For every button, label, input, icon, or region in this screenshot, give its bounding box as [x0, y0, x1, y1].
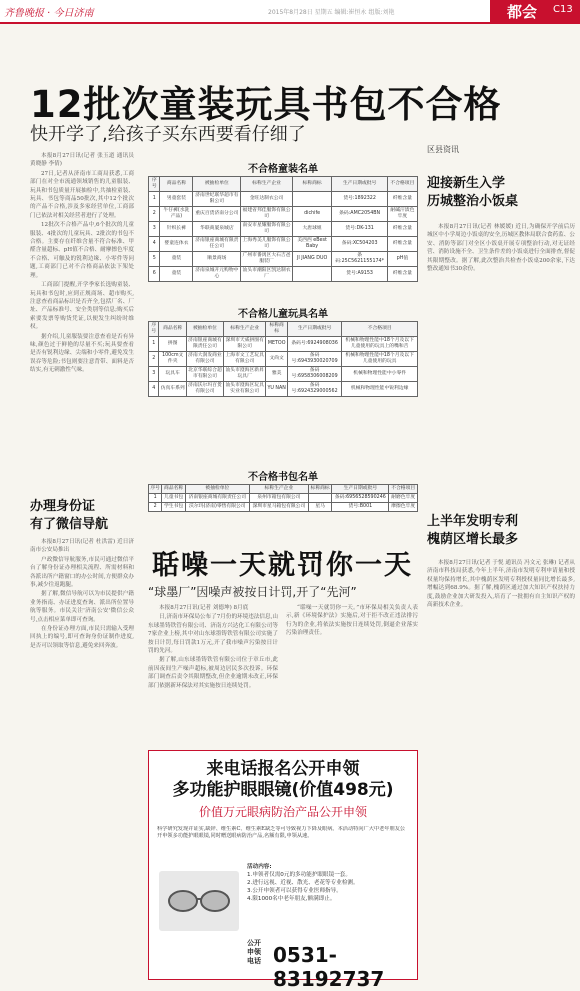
table-row	[149, 337, 418, 352]
ad-phone-number: 0531-83192737	[273, 943, 385, 991]
table-cell: 文尚文	[266, 352, 288, 367]
table-cell: 星马	[308, 503, 331, 512]
table-cell: 条码:6956528590246	[332, 494, 389, 503]
ad-headline-3: 价值万元眼病防治产品公开申领	[198, 805, 367, 819]
table-cell: 玩具车	[159, 367, 186, 382]
table-cell: 美西西 eBest Baby	[292, 237, 332, 252]
right-column	[427, 144, 575, 899]
table-header-row	[149, 177, 418, 192]
issue-meta: 2015年8月28日 星期五 编辑:崔恒永 组版:刘艳	[268, 9, 395, 16]
table-cell	[308, 494, 331, 503]
table-cell: 深圳市天威拼图有限公司	[224, 337, 266, 352]
table-cell: dichife	[292, 207, 332, 222]
heading-line: 槐荫区增长最多	[427, 532, 519, 547]
table-header-row	[149, 485, 418, 494]
table-cell: 北京华联综合超市有限公司	[186, 367, 223, 382]
table-cell: 金旺达制衣公司	[241, 192, 293, 207]
table-cell: 上海市文工艺玩具有限公司	[224, 352, 266, 367]
table-cell: 儿童书包	[162, 494, 185, 503]
table-cell: 汕头市澄海区玩具实业有限公司	[224, 382, 266, 397]
subheadline-2: “球墨厂”因噪声被按日计罚,开了“先河”	[148, 585, 357, 599]
table-cell: 条码:AMC2054BN	[332, 207, 387, 222]
news-body-2	[427, 559, 575, 899]
subheadline: 快开学了,给孩子买东西要看仔细了	[30, 124, 306, 145]
table-row	[149, 237, 418, 252]
table-toys	[148, 321, 418, 397]
table-cell: 济南银座商城有限责任公司	[193, 237, 241, 252]
th: 生产日期或批号	[332, 485, 389, 494]
table-cell: 耐磨色牢度	[389, 494, 418, 503]
table-cell: 1	[149, 192, 160, 207]
table-cell: 大唐球姐	[292, 222, 332, 237]
table-cell: 2	[149, 503, 162, 512]
table-cell: 条码:XC504203	[332, 237, 387, 252]
table-cell: 童装	[160, 252, 193, 267]
ad-headline-1: 来电话报名公开申领	[206, 759, 360, 779]
table-cell: 济南银座商城有限责任公司	[185, 494, 249, 503]
table-cell: 2	[149, 352, 159, 367]
table-row	[149, 192, 418, 207]
byline: 本报8月27日讯(记者 张玉道 通讯员 黄晓静 李倩)	[30, 153, 134, 168]
table-cell: 汕头市澄海区新昇玩具厂	[224, 367, 266, 382]
table-cell: 100cm文件夹	[159, 352, 186, 367]
page-number: C13	[553, 4, 573, 15]
th: 商品名称	[160, 177, 193, 192]
paragraph: 据了解,微信导航可以为市民提供户籍业务指南、办证进度查询、派出所位置导航等服务。市民关注'济南公安'微信公众号,点击相应菜单即可查询。	[30, 591, 134, 623]
table-cell: pH值	[387, 252, 417, 267]
table-cell: 6	[149, 267, 160, 282]
table-cell: 济南沃尔玛百货有限公司	[186, 382, 223, 397]
article-body-2	[30, 538, 134, 976]
paragraph: 据介绍,儿童服装要注意查看是否有异味,颜色过于鲜艳的尽量不买;玩具要查看是否有锐利边缘、尖端和小零件,避免发生误吞等危险;书包则要注意背带、面料是否结实,有无刺激性气味。	[30, 333, 134, 374]
table-cell: 南安市星耀服饰有限公司	[241, 222, 293, 237]
table-row	[149, 367, 418, 382]
table-cell: 机械和物理性能中小零件	[342, 367, 418, 382]
glasses-icon	[159, 871, 239, 931]
table-childrens-clothing	[148, 176, 418, 282]
byline: 本报8月27日讯(记者 刘德坤) 8月底	[159, 605, 249, 611]
paragraph: 27日,记者从济南市工商局获悉,工商部门在对全市流通领域销售的儿童服装、玩具和书包质量开展抽检中,共抽检童装、玩具、书包等商品50批次,其中12个批次的产品不合格,涉及多家经营单位,工商部门已依法对相关经营者进行了处理。	[30, 170, 134, 219]
ad-list-item: 3.公开申领者可以获得专业医师指导。	[247, 888, 342, 894]
paragraph: “聒噪一天就罚你一天。”市环保局相关负责人表示,新《环境保护法》实施后,对于拒不改正违法排污行为的企业,将依法实施按日连续处罚,倒逼企业落实污染治理责任。	[286, 605, 418, 637]
table-row	[149, 503, 418, 512]
table-cell: 纤维含量	[387, 222, 417, 237]
th: 生产日期或批号	[332, 177, 387, 192]
table-schoolbags	[148, 484, 418, 512]
table-cell: 2	[149, 207, 160, 222]
table-cell: 广州市番禺区大石吉爸服装厂	[241, 252, 293, 267]
th: 序号	[149, 322, 159, 337]
ad-activity-box	[247, 863, 407, 903]
table3-body	[149, 494, 418, 512]
news-heading-2	[427, 513, 575, 549]
heading-line: 迎接新生入学	[427, 176, 506, 191]
th: 标称商标	[292, 177, 332, 192]
table-cell: 机械和物理性能中锐利边缘	[342, 382, 418, 397]
paragraph: 工商部门提醒,开学季家长选购童装、玩具和书包时,应到正规商场、超市购买,注意查看商品标识是否齐全,包括厂名、厂址、产品标准号、安全类别等信息;购买后索要发票等购货凭证,以便发生纠纷时维权。	[30, 282, 134, 331]
section-title: 都会	[507, 3, 538, 21]
table-row	[149, 382, 418, 397]
th: 不合格项目	[389, 485, 418, 494]
advertisement	[148, 750, 418, 991]
table-cell: 4	[149, 382, 159, 397]
th: 标称生产企业	[249, 485, 308, 494]
table-row	[149, 222, 418, 237]
sub-heading-id	[30, 498, 108, 534]
table1-body	[149, 192, 418, 282]
table-header-row	[149, 322, 418, 337]
table-cell: 学生书包	[162, 503, 185, 512]
table-cell: 5	[149, 252, 160, 267]
table-cell: 机械和物理性能中18个月及以下儿童使用的玩具	[342, 352, 418, 367]
paragraph: 本报8月27日讯(记者 林媛媛) 近日,为确保开学前后历城区中小学周边小饭桌的安全,历城区教体局联合食药监、公安、消防等部门对全区小饭桌开展专项整治行动,对无证经营、消防设施不全、卫生条件差的小饭桌进行全面排查,督促其限期整改。据了解,此次整治共检查小饭桌200余家,下达整改通知书30余份。	[427, 224, 575, 273]
paragraph: 日,济南市环保局公布了7月份的环境违法信息,山东球墨铸铁管有限公司、济南方兴达化工有限公司等7家企业上榜,其中对山东球墨铸铁管有限公司实施了按日计罚,每日罚款1万元,开了我市噪声污染按日计罚的先河。	[148, 614, 278, 655]
table-row	[149, 207, 418, 222]
table-cell: 条码号:6958306008209	[287, 367, 341, 382]
ad-body: 科学研究发现并证实,缺锌、维生素C、维生素E缺乏等可导致视力下降及眼病。本活动特向广大中老年朋友公开申领多功能护眼眼镜,同时赠送眼病防治产品,名额有限,申领从速。	[157, 826, 406, 840]
th: 被抽检单位	[186, 322, 223, 337]
table-cell: 耐碱汗渍色牢度	[387, 207, 417, 222]
table-cell: 拼图	[159, 337, 186, 352]
paragraph: 在身份证办理方面,市民只需输入受理回执上的编号,即可查询身份证制作进度,是否可以领取等信息,避免来回奔波。	[30, 626, 134, 649]
sub-heading-line2: 有了微信导航	[30, 517, 109, 532]
news-heading-1	[427, 175, 575, 211]
table-cell: 牛仔裤(水洗产品)	[160, 207, 193, 222]
table-cell: 条码号:6943930020709	[287, 352, 341, 367]
headline: 12批次童装玩具书包不合格	[30, 83, 502, 126]
ad-list-item: 4.限1000名中老年朋友,额满即止。	[247, 896, 336, 902]
table1-title: 不合格童装名单	[248, 164, 318, 175]
table-cell: 条码:25C5621155174*	[332, 252, 387, 267]
table-cell	[292, 267, 332, 282]
table2-body	[149, 337, 418, 397]
heading-line: 历城整治小饭桌	[427, 194, 519, 209]
table-cell: 纤维含量	[387, 237, 417, 252]
th: 标称生产企业	[241, 177, 293, 192]
table-cell: 济南银座商城有限责任公司	[186, 337, 223, 352]
table-cell: 华联商厦泉城店	[193, 222, 241, 237]
ad-list-item: 2.进行远视、近视、散光、老花等专业检测。	[247, 880, 359, 886]
sub-heading-line1: 办理身份证	[30, 499, 96, 514]
article-body-1	[30, 152, 134, 482]
table-cell: 上海秀美儿服饰有限公司	[241, 237, 293, 252]
news-body-1	[427, 223, 575, 455]
paragraph: 户政微信导航服务,市民可通过微信平台了解身份证办理相关流程、所需材料和各派出所户籍窗口的办公时间,方便群众办事,减少往返跑腿。	[30, 556, 134, 589]
table-cell: 货号:A9153	[332, 267, 387, 282]
table-cell: 货号:B001	[332, 503, 389, 512]
byline: 本报8月27日讯(记者 杜洪雷) 近日济南市公安局推出	[30, 539, 134, 554]
table2-title: 不合格儿童玩具名单	[238, 309, 328, 320]
ad-phone-label: 公开申领电话	[247, 939, 261, 965]
table-row	[149, 494, 418, 503]
th: 被抽检单位	[185, 485, 249, 494]
article2-body-right	[286, 604, 418, 742]
table-cell: 3	[149, 222, 160, 237]
th: 序号	[149, 177, 160, 192]
glasses-image	[159, 871, 239, 931]
table-cell: 货号:DK-131	[332, 222, 387, 237]
th: 不合格项目	[387, 177, 417, 192]
table-cell: 男童套装	[160, 192, 193, 207]
paragraph: 本报8月27日讯(记者 于悦 通讯员 冯文元 张琳) 记者从济南市科技局获悉,今年上半年,济南市发明专利申请量和授权量均保持增长,其中槐荫区发明专利授权量同比增长最多,增幅达到68.9%。据了解,槐荫区通过加大知识产权扶持力度,鼓励企业加大研发投入,培育了一批拥有自主知识产权的高新技术企业。	[427, 560, 575, 609]
table-cell: 济南世纪联华超市有限公司	[193, 192, 241, 207]
th: 生产日期或批号	[287, 322, 341, 337]
table-cell: 顺景商场	[193, 252, 241, 267]
table-cell: 济南大润发商业有限公司	[186, 352, 223, 367]
table-cell: 针织长裤	[160, 222, 193, 237]
th: 商品名称	[162, 485, 185, 494]
table-cell: JI JIANG DUO	[292, 252, 332, 267]
th: 序号	[149, 485, 162, 494]
table-cell: 机械和物理性能中18个月及以下儿童使用的玩具上的嘴和舌	[342, 337, 418, 352]
paragraph: 12批次不合格产品中,6个批次的儿童服装、4批次的儿童玩具、2批次的书包不合格。主要存在纤维含量不符合标准、甲醛含量超标、pH值不合格、耐摩擦色牢度不合格、可触及的锐利边缘、小零件等问题,工商部门已对不合格商品依法下架处理。	[30, 222, 134, 279]
heading-line: 上半年发明专利	[427, 514, 519, 529]
table-row	[149, 252, 418, 267]
th: 不合格项目	[342, 322, 418, 337]
table3-title: 不合格书包名单	[248, 472, 318, 483]
table-cell: METOO	[266, 337, 288, 352]
table-cell: 童装	[160, 267, 193, 282]
th: 被抽检单位	[193, 177, 241, 192]
table-cell: 1	[149, 494, 162, 503]
table-cell: 汕头市潮阳区凯达制衣厂	[241, 267, 293, 282]
table-cell: 货号:1892322	[332, 192, 387, 207]
table-cell: 条码号:6924329000562	[287, 382, 341, 397]
table-cell: 沃尔玛(济南)零售有限公司	[185, 503, 249, 512]
table-cell: 泉州市箱包有限公司	[249, 494, 308, 503]
table-cell: 重庆百货济南分公司	[193, 207, 241, 222]
th: 标称生产企业	[224, 322, 266, 337]
table-row	[149, 267, 418, 282]
ad-headline-2: 多功能护眼眼镜(价值498元)	[172, 780, 394, 800]
table-cell: 福建省邦佳服饰有限公司	[241, 207, 293, 222]
table-row	[149, 352, 418, 367]
table-cell: 纤维含量	[387, 192, 417, 207]
paragraph: 据了解,山东球墨铸铁管有限公司位于章丘市,此前因夜间生产噪声超标,被周边居民多次投诉。环保部门调查后责令其限期整改,但企业逾期未改正,环保部门依据新环保法对其实施按日连续处罚。	[148, 657, 278, 689]
table-cell: YU NAN	[266, 382, 288, 397]
th: 标称商标	[266, 322, 288, 337]
table-cell	[292, 192, 332, 207]
table-cell: 4	[149, 237, 160, 252]
table-cell: 济南泉城开元购物中心	[193, 267, 241, 282]
article2-body-left	[148, 604, 278, 742]
ad-box-title: 活动内容:	[247, 864, 272, 870]
section-tag: 区县资讯	[427, 145, 459, 154]
table-cell: 婴童连体衣	[160, 237, 193, 252]
table-cell: 纤维含量	[387, 267, 417, 282]
ad-list-item: 1.申领者仅需0元的多功能护眼眼镜一套。	[247, 872, 351, 878]
table-cell: 深圳市星马箱包有限公司	[249, 503, 308, 512]
newspaper-logo: 齐鲁晚报 · 今日济南	[4, 8, 94, 19]
table-cell: 1	[149, 337, 159, 352]
th: 商品名称	[159, 322, 186, 337]
table-cell: 摩擦色牢度	[389, 503, 418, 512]
table-cell: 雅美	[266, 367, 288, 382]
headline-2: 聒噪一天就罚你一天	[152, 550, 413, 581]
table-cell: 条码号:6924908036	[287, 337, 341, 352]
table-cell: 3	[149, 367, 159, 382]
table-cell: 仿真车系列	[159, 382, 186, 397]
th: 标称商标	[308, 485, 331, 494]
